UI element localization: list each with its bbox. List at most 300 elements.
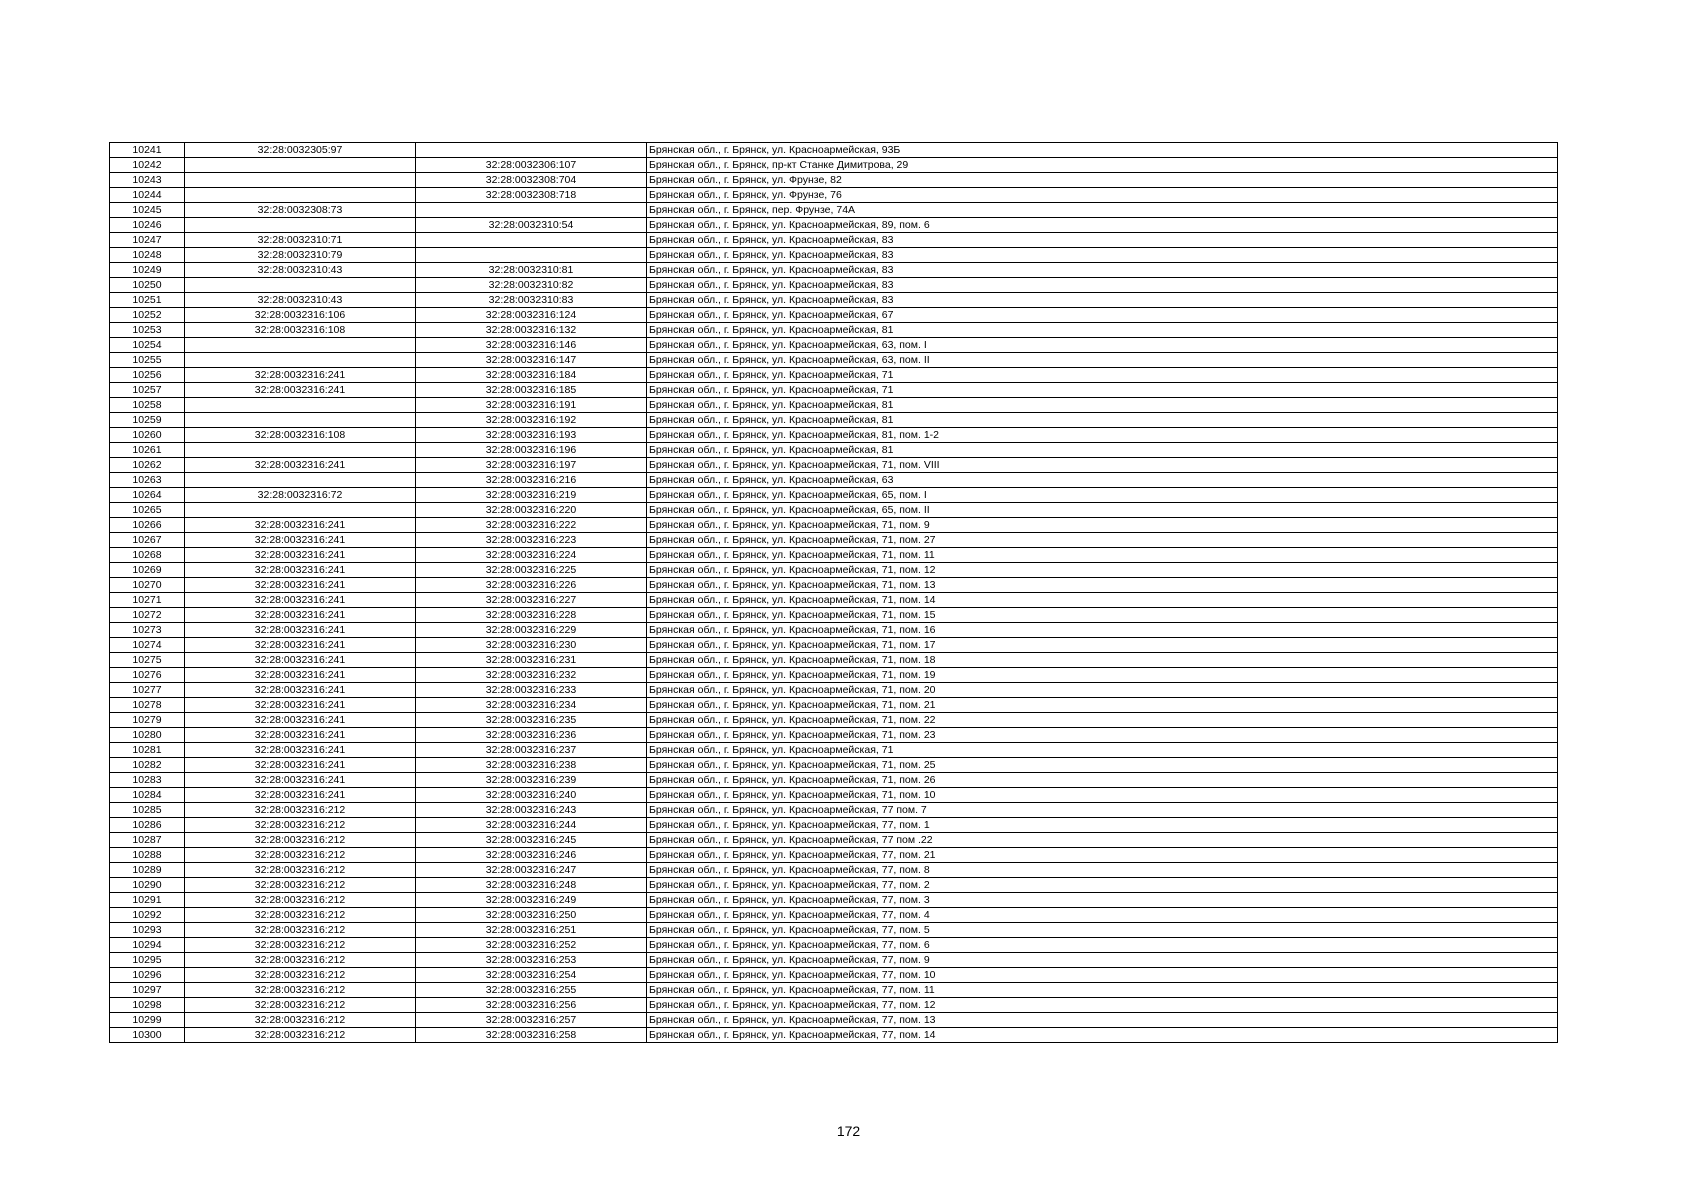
- parent-cadastral-number-cell: 32:28:0032316:241: [185, 608, 416, 623]
- row-number-cell: 10299: [110, 1013, 185, 1028]
- table-row: [110, 578, 1558, 593]
- table-row: [110, 233, 1558, 248]
- table-row: [110, 413, 1558, 428]
- row-number-cell: 10284: [110, 788, 185, 803]
- table-row: [110, 173, 1558, 188]
- parent-cadastral-number-cell: 32:28:0032316:212: [185, 1013, 416, 1028]
- address-cell: Брянская обл., г. Брянск, ул. Красноармейская, 65, пом. II: [647, 503, 1558, 518]
- address-cell: Брянская обл., г. Брянск, ул. Красноармейская, 71, пом. 23: [647, 728, 1558, 743]
- row-number-cell: 10255: [110, 353, 185, 368]
- cadastral-number-cell: 32:28:0032316:244: [416, 818, 647, 833]
- address-cell: Брянская обл., г. Брянск, ул. Красноармейская, 77 пом. 7: [647, 803, 1558, 818]
- address-cell: Брянская обл., г. Брянск, ул. Красноармейская, 71, пом. 25: [647, 758, 1558, 773]
- table-row: [110, 533, 1558, 548]
- cadastral-number-cell: 32:28:0032316:238: [416, 758, 647, 773]
- table-row: [110, 773, 1558, 788]
- address-cell: Брянская обл., г. Брянск, ул. Фрунзе, 76: [647, 188, 1558, 203]
- row-number-cell: 10288: [110, 848, 185, 863]
- cadastral-number-cell: 32:28:0032316:252: [416, 938, 647, 953]
- row-number-cell: 10296: [110, 968, 185, 983]
- parent-cadastral-number-cell: 32:28:0032316:241: [185, 713, 416, 728]
- row-number-cell: 10260: [110, 428, 185, 443]
- address-cell: Брянская обл., г. Брянск, ул. Красноармейская, 77 пом .22: [647, 833, 1558, 848]
- address-cell: Брянская обл., г. Брянск, ул. Красноармейская, 81: [647, 398, 1558, 413]
- parent-cadastral-number-cell: 32:28:0032316:212: [185, 938, 416, 953]
- address-cell: Брянская обл., г. Брянск, ул. Красноармейская, 83: [647, 233, 1558, 248]
- address-cell: Брянская обл., г. Брянск, ул. Красноармейская, 71, пом. 12: [647, 563, 1558, 578]
- address-cell: Брянская обл., г. Брянск, ул. Красноармейская, 71: [647, 368, 1558, 383]
- row-number-cell: 10297: [110, 983, 185, 998]
- parent-cadastral-number-cell: 32:28:0032310:43: [185, 263, 416, 278]
- parent-cadastral-number-cell: 32:28:0032316:241: [185, 533, 416, 548]
- parent-cadastral-number-cell: [185, 413, 416, 428]
- cadastral-number-cell: 32:28:0032310:54: [416, 218, 647, 233]
- cadastral-number-cell: 32:28:0032308:718: [416, 188, 647, 203]
- address-cell: Брянская обл., г. Брянск, ул. Красноармейская, 71, пом. 22: [647, 713, 1558, 728]
- row-number-cell: 10293: [110, 923, 185, 938]
- parent-cadastral-number-cell: [185, 443, 416, 458]
- parent-cadastral-number-cell: 32:28:0032316:241: [185, 563, 416, 578]
- address-cell: Брянская обл., г. Брянск, ул. Красноармейская, 77, пом. 13: [647, 1013, 1558, 1028]
- parent-cadastral-number-cell: 32:28:0032316:241: [185, 458, 416, 473]
- cadastral-number-cell: 32:28:0032308:704: [416, 173, 647, 188]
- table-row: [110, 938, 1558, 953]
- parent-cadastral-number-cell: 32:28:0032316:212: [185, 1028, 416, 1043]
- row-number-cell: 10252: [110, 308, 185, 323]
- cadastral-number-cell: [416, 248, 647, 263]
- row-number-cell: 10245: [110, 203, 185, 218]
- parent-cadastral-number-cell: 32:28:0032316:212: [185, 953, 416, 968]
- address-cell: Брянская обл., г. Брянск, ул. Красноармейская, 83: [647, 293, 1558, 308]
- table-row: [110, 818, 1558, 833]
- row-number-cell: 10257: [110, 383, 185, 398]
- row-number-cell: 10259: [110, 413, 185, 428]
- row-number-cell: 10279: [110, 713, 185, 728]
- parent-cadastral-number-cell: 32:28:0032316:108: [185, 323, 416, 338]
- row-number-cell: 10265: [110, 503, 185, 518]
- table-row: [110, 428, 1558, 443]
- table-row: [110, 1013, 1558, 1028]
- table-row: [110, 608, 1558, 623]
- row-number-cell: 10287: [110, 833, 185, 848]
- cadastral-number-cell: 32:28:0032316:220: [416, 503, 647, 518]
- address-cell: Брянская обл., г. Брянск, ул. Красноармейская, 63, пом. II: [647, 353, 1558, 368]
- address-cell: Брянская обл., г. Брянск, ул. Красноармейская, 93Б: [647, 143, 1558, 158]
- row-number-cell: 10243: [110, 173, 185, 188]
- cadastral-number-cell: 32:28:0032316:234: [416, 698, 647, 713]
- address-cell: Брянская обл., г. Брянск, ул. Красноармейская, 71, пом. 13: [647, 578, 1558, 593]
- address-cell: Брянская обл., г. Брянск, ул. Красноармейская, 77, пом. 10: [647, 968, 1558, 983]
- parent-cadastral-number-cell: 32:28:0032316:72: [185, 488, 416, 503]
- row-number-cell: 10270: [110, 578, 185, 593]
- parent-cadastral-number-cell: 32:28:0032305:97: [185, 143, 416, 158]
- address-cell: Брянская обл., г. Брянск, ул. Красноармейская, 67: [647, 308, 1558, 323]
- table-row: [110, 998, 1558, 1013]
- row-number-cell: 10276: [110, 668, 185, 683]
- table-row: [110, 893, 1558, 908]
- parent-cadastral-number-cell: 32:28:0032310:43: [185, 293, 416, 308]
- table-row: [110, 833, 1558, 848]
- address-cell: Брянская обл., г. Брянск, пр-кт Станке Димитрова, 29: [647, 158, 1558, 173]
- row-number-cell: 10268: [110, 548, 185, 563]
- table-row: [110, 683, 1558, 698]
- table-row: [110, 863, 1558, 878]
- address-cell: Брянская обл., г. Брянск, ул. Красноармейская, 71, пом. 10: [647, 788, 1558, 803]
- table-row: [110, 293, 1558, 308]
- table-row: [110, 728, 1558, 743]
- parent-cadastral-number-cell: [185, 173, 416, 188]
- row-number-cell: 10263: [110, 473, 185, 488]
- cadastral-number-cell: 32:28:0032316:147: [416, 353, 647, 368]
- table-row: [110, 338, 1558, 353]
- row-number-cell: 10272: [110, 608, 185, 623]
- parent-cadastral-number-cell: [185, 398, 416, 413]
- cadastral-number-cell: [416, 143, 647, 158]
- row-number-cell: 10253: [110, 323, 185, 338]
- cadastral-number-cell: [416, 203, 647, 218]
- parent-cadastral-number-cell: [185, 188, 416, 203]
- cadastral-number-cell: 32:28:0032316:185: [416, 383, 647, 398]
- parent-cadastral-number-cell: [185, 473, 416, 488]
- row-number-cell: 10298: [110, 998, 185, 1013]
- address-cell: Брянская обл., г. Брянск, ул. Красноармейская, 77, пом. 9: [647, 953, 1558, 968]
- parent-cadastral-number-cell: 32:28:0032316:241: [185, 578, 416, 593]
- cadastral-number-cell: 32:28:0032316:237: [416, 743, 647, 758]
- parent-cadastral-number-cell: 32:28:0032316:241: [185, 638, 416, 653]
- row-number-cell: 10241: [110, 143, 185, 158]
- table-row: [110, 443, 1558, 458]
- table-row: [110, 548, 1558, 563]
- address-cell: Брянская обл., г. Брянск, ул. Красноармейская, 71, пом. 27: [647, 533, 1558, 548]
- row-number-cell: 10262: [110, 458, 185, 473]
- table-row: [110, 203, 1558, 218]
- parent-cadastral-number-cell: 32:28:0032316:106: [185, 308, 416, 323]
- address-cell: Брянская обл., г. Брянск, ул. Красноармейская, 71, пом. 26: [647, 773, 1558, 788]
- cadastral-number-cell: 32:28:0032310:82: [416, 278, 647, 293]
- cadastral-number-cell: 32:28:0032316:196: [416, 443, 647, 458]
- row-number-cell: 10247: [110, 233, 185, 248]
- address-cell: Брянская обл., г. Брянск, ул. Красноармейская, 71, пом. VIII: [647, 458, 1558, 473]
- row-number-cell: 10292: [110, 908, 185, 923]
- cadastral-number-cell: 32:28:0032316:224: [416, 548, 647, 563]
- table-row: [110, 248, 1558, 263]
- cadastral-number-cell: 32:28:0032316:240: [416, 788, 647, 803]
- cadastral-number-cell: 32:28:0032316:192: [416, 413, 647, 428]
- table-row: [110, 563, 1558, 578]
- parent-cadastral-number-cell: 32:28:0032316:212: [185, 833, 416, 848]
- address-cell: Брянская обл., г. Брянск, ул. Красноармейская, 71, пом. 21: [647, 698, 1558, 713]
- cadastral-number-cell: 32:28:0032316:233: [416, 683, 647, 698]
- parent-cadastral-number-cell: 32:28:0032316:212: [185, 908, 416, 923]
- parent-cadastral-number-cell: 32:28:0032316:241: [185, 698, 416, 713]
- row-number-cell: 10282: [110, 758, 185, 773]
- cadastral-number-cell: 32:28:0032316:256: [416, 998, 647, 1013]
- cadastral-number-cell: 32:28:0032316:124: [416, 308, 647, 323]
- address-cell: Брянская обл., г. Брянск, ул. Красноармейская, 65, пом. I: [647, 488, 1558, 503]
- address-cell: Брянская обл., г. Брянск, ул. Красноармейская, 71: [647, 383, 1558, 398]
- row-number-cell: 10267: [110, 533, 185, 548]
- row-number-cell: 10242: [110, 158, 185, 173]
- row-number-cell: 10256: [110, 368, 185, 383]
- table-row: [110, 953, 1558, 968]
- row-number-cell: 10295: [110, 953, 185, 968]
- cadastral-number-cell: 32:28:0032316:227: [416, 593, 647, 608]
- address-cell: Брянская обл., г. Брянск, ул. Красноармейская, 77, пом. 6: [647, 938, 1558, 953]
- parent-cadastral-number-cell: 32:28:0032316:212: [185, 923, 416, 938]
- table-row: [110, 623, 1558, 638]
- cadastral-number-cell: 32:28:0032306:107: [416, 158, 647, 173]
- row-number-cell: 10280: [110, 728, 185, 743]
- table-row: [110, 638, 1558, 653]
- parent-cadastral-number-cell: [185, 218, 416, 233]
- parent-cadastral-number-cell: [185, 158, 416, 173]
- parent-cadastral-number-cell: 32:28:0032316:241: [185, 743, 416, 758]
- parent-cadastral-number-cell: 32:28:0032316:241: [185, 593, 416, 608]
- address-cell: Брянская обл., г. Брянск, ул. Красноармейская, 71, пом. 14: [647, 593, 1558, 608]
- registry-table-body: [110, 143, 1558, 1043]
- row-number-cell: 10277: [110, 683, 185, 698]
- parent-cadastral-number-cell: 32:28:0032316:241: [185, 653, 416, 668]
- address-cell: Брянская обл., г. Брянск, ул. Красноармейская, 77, пом. 8: [647, 863, 1558, 878]
- parent-cadastral-number-cell: [185, 503, 416, 518]
- cadastral-number-cell: 32:28:0032316:245: [416, 833, 647, 848]
- row-number-cell: 10251: [110, 293, 185, 308]
- parent-cadastral-number-cell: 32:28:0032316:212: [185, 848, 416, 863]
- parent-cadastral-number-cell: 32:28:0032316:241: [185, 518, 416, 533]
- table-row: [110, 158, 1558, 173]
- row-number-cell: 10266: [110, 518, 185, 533]
- cadastral-number-cell: 32:28:0032316:249: [416, 893, 647, 908]
- address-cell: Брянская обл., г. Брянск, ул. Красноармейская, 71, пом. 11: [647, 548, 1558, 563]
- address-cell: Брянская обл., г. Брянск, ул. Красноармейская, 77, пом. 2: [647, 878, 1558, 893]
- table-row: [110, 353, 1558, 368]
- address-cell: Брянская обл., г. Брянск, ул. Красноармейская, 77, пом. 21: [647, 848, 1558, 863]
- table-row: [110, 758, 1558, 773]
- cadastral-number-cell: 32:28:0032316:243: [416, 803, 647, 818]
- cadastral-number-cell: 32:28:0032316:247: [416, 863, 647, 878]
- address-cell: Брянская обл., г. Брянск, ул. Красноармейская, 77, пом. 5: [647, 923, 1558, 938]
- row-number-cell: 10283: [110, 773, 185, 788]
- table-row: [110, 983, 1558, 998]
- cadastral-number-cell: 32:28:0032316:216: [416, 473, 647, 488]
- cadastral-number-cell: 32:28:0032310:83: [416, 293, 647, 308]
- table-row: [110, 698, 1558, 713]
- table-row: [110, 308, 1558, 323]
- parent-cadastral-number-cell: 32:28:0032316:108: [185, 428, 416, 443]
- table-row: [110, 473, 1558, 488]
- parent-cadastral-number-cell: [185, 353, 416, 368]
- address-cell: Брянская обл., г. Брянск, ул. Красноармейская, 71, пом. 9: [647, 518, 1558, 533]
- row-number-cell: 10286: [110, 818, 185, 833]
- address-cell: Брянская обл., г. Брянск, ул. Фрунзе, 82: [647, 173, 1558, 188]
- table-row: [110, 398, 1558, 413]
- table-row: [110, 908, 1558, 923]
- cadastral-number-cell: [416, 233, 647, 248]
- cadastral-number-cell: 32:28:0032316:228: [416, 608, 647, 623]
- table-row: [110, 458, 1558, 473]
- row-number-cell: 10258: [110, 398, 185, 413]
- row-number-cell: 10285: [110, 803, 185, 818]
- address-cell: Брянская обл., г. Брянск, ул. Красноармейская, 71, пом. 19: [647, 668, 1558, 683]
- parent-cadastral-number-cell: 32:28:0032316:241: [185, 788, 416, 803]
- parent-cadastral-number-cell: 32:28:0032316:241: [185, 383, 416, 398]
- table-row: [110, 593, 1558, 608]
- address-cell: Брянская обл., г. Брянск, ул. Красноармейская, 81: [647, 443, 1558, 458]
- parent-cadastral-number-cell: 32:28:0032316:212: [185, 998, 416, 1013]
- address-cell: Брянская обл., г. Брянск, пер. Фрунзе, 74А: [647, 203, 1558, 218]
- cadastral-number-cell: 32:28:0032316:232: [416, 668, 647, 683]
- row-number-cell: 10274: [110, 638, 185, 653]
- cadastral-number-cell: 32:28:0032316:231: [416, 653, 647, 668]
- cadastral-number-cell: 32:28:0032316:235: [416, 713, 647, 728]
- cadastral-number-cell: 32:28:0032316:197: [416, 458, 647, 473]
- row-number-cell: 10271: [110, 593, 185, 608]
- table-row: [110, 713, 1558, 728]
- address-cell: Брянская обл., г. Брянск, ул. Красноармейская, 89, пом. 6: [647, 218, 1558, 233]
- address-cell: Брянская обл., г. Брянск, ул. Красноармейская, 77, пом. 4: [647, 908, 1558, 923]
- table-row: [110, 518, 1558, 533]
- row-number-cell: 10269: [110, 563, 185, 578]
- row-number-cell: 10273: [110, 623, 185, 638]
- row-number-cell: 10264: [110, 488, 185, 503]
- parent-cadastral-number-cell: [185, 338, 416, 353]
- table-row: [110, 488, 1558, 503]
- cadastral-number-cell: 32:28:0032316:251: [416, 923, 647, 938]
- address-cell: Брянская обл., г. Брянск, ул. Красноармейская, 77, пом. 3: [647, 893, 1558, 908]
- parent-cadastral-number-cell: 32:28:0032316:241: [185, 548, 416, 563]
- cadastral-number-cell: 32:28:0032310:81: [416, 263, 647, 278]
- table-row: [110, 323, 1558, 338]
- address-cell: Брянская обл., г. Брянск, ул. Красноармейская, 81: [647, 413, 1558, 428]
- row-number-cell: 10300: [110, 1028, 185, 1043]
- address-cell: Брянская обл., г. Брянск, ул. Красноармейская, 77, пом. 14: [647, 1028, 1558, 1043]
- cadastral-number-cell: 32:28:0032316:257: [416, 1013, 647, 1028]
- address-cell: Брянская обл., г. Брянск, ул. Красноармейская, 71, пом. 15: [647, 608, 1558, 623]
- row-number-cell: 10261: [110, 443, 185, 458]
- row-number-cell: 10290: [110, 878, 185, 893]
- address-cell: Брянская обл., г. Брянск, ул. Красноармейская, 81, пом. 1-2: [647, 428, 1558, 443]
- table-row: [110, 923, 1558, 938]
- cadastral-number-cell: 32:28:0032316:253: [416, 953, 647, 968]
- table-row: [110, 278, 1558, 293]
- address-cell: Брянская обл., г. Брянск, ул. Красноармейская, 71, пом. 20: [647, 683, 1558, 698]
- cadastral-number-cell: 32:28:0032316:191: [416, 398, 647, 413]
- row-number-cell: 10249: [110, 263, 185, 278]
- cadastral-number-cell: 32:28:0032316:193: [416, 428, 647, 443]
- parent-cadastral-number-cell: 32:28:0032316:212: [185, 983, 416, 998]
- address-cell: Брянская обл., г. Брянск, ул. Красноармейская, 83: [647, 278, 1558, 293]
- row-number-cell: 10289: [110, 863, 185, 878]
- parent-cadastral-number-cell: 32:28:0032310:71: [185, 233, 416, 248]
- table-row: [110, 218, 1558, 233]
- parent-cadastral-number-cell: 32:28:0032316:212: [185, 893, 416, 908]
- cadastral-number-cell: 32:28:0032316:226: [416, 578, 647, 593]
- row-number-cell: 10248: [110, 248, 185, 263]
- cadastral-number-cell: 32:28:0032316:229: [416, 623, 647, 638]
- row-number-cell: 10281: [110, 743, 185, 758]
- table-row: [110, 503, 1558, 518]
- cadastral-number-cell: 32:28:0032316:246: [416, 848, 647, 863]
- cadastral-number-cell: 32:28:0032316:230: [416, 638, 647, 653]
- parent-cadastral-number-cell: [185, 278, 416, 293]
- table-row: [110, 878, 1558, 893]
- parent-cadastral-number-cell: 32:28:0032316:241: [185, 758, 416, 773]
- address-cell: Брянская обл., г. Брянск, ул. Красноармейская, 77, пом. 12: [647, 998, 1558, 1013]
- cadastral-number-cell: 32:28:0032316:258: [416, 1028, 647, 1043]
- row-number-cell: 10278: [110, 698, 185, 713]
- row-number-cell: 10250: [110, 278, 185, 293]
- parent-cadastral-number-cell: 32:28:0032316:241: [185, 623, 416, 638]
- parent-cadastral-number-cell: 32:28:0032316:212: [185, 863, 416, 878]
- table-row: [110, 968, 1558, 983]
- table-row: [110, 653, 1558, 668]
- address-cell: Брянская обл., г. Брянск, ул. Красноармейская, 71, пом. 18: [647, 653, 1558, 668]
- cadastral-number-cell: 32:28:0032316:250: [416, 908, 647, 923]
- table-row: [110, 143, 1558, 158]
- cadastral-number-cell: 32:28:0032316:146: [416, 338, 647, 353]
- table-row: [110, 1028, 1558, 1043]
- address-cell: Брянская обл., г. Брянск, ул. Красноармейская, 71, пом. 17: [647, 638, 1558, 653]
- table-row: [110, 743, 1558, 758]
- parent-cadastral-number-cell: 32:28:0032316:212: [185, 878, 416, 893]
- row-number-cell: 10294: [110, 938, 185, 953]
- address-cell: Брянская обл., г. Брянск, ул. Красноармейская, 77, пом. 1: [647, 818, 1558, 833]
- parent-cadastral-number-cell: 32:28:0032316:241: [185, 728, 416, 743]
- address-cell: Брянская обл., г. Брянск, ул. Красноармейская, 63: [647, 473, 1558, 488]
- table-row: [110, 848, 1558, 863]
- row-number-cell: 10246: [110, 218, 185, 233]
- parent-cadastral-number-cell: 32:28:0032316:241: [185, 668, 416, 683]
- cadastral-number-cell: 32:28:0032316:132: [416, 323, 647, 338]
- row-number-cell: 10291: [110, 893, 185, 908]
- cadastral-number-cell: 32:28:0032316:239: [416, 773, 647, 788]
- table-row: [110, 263, 1558, 278]
- parent-cadastral-number-cell: 32:28:0032308:73: [185, 203, 416, 218]
- cadastral-number-cell: 32:28:0032316:225: [416, 563, 647, 578]
- cadastral-number-cell: 32:28:0032316:184: [416, 368, 647, 383]
- table-row: [110, 788, 1558, 803]
- table-row: [110, 668, 1558, 683]
- parent-cadastral-number-cell: 32:28:0032316:241: [185, 683, 416, 698]
- table-row: [110, 803, 1558, 818]
- cadastral-number-cell: 32:28:0032316:222: [416, 518, 647, 533]
- parent-cadastral-number-cell: 32:28:0032316:241: [185, 773, 416, 788]
- page-number: 172: [836, 1123, 861, 1139]
- parent-cadastral-number-cell: 32:28:0032316:212: [185, 968, 416, 983]
- cadastral-number-cell: 32:28:0032316:219: [416, 488, 647, 503]
- address-cell: Брянская обл., г. Брянск, ул. Красноармейская, 83: [647, 248, 1558, 263]
- address-cell: Брянская обл., г. Брянск, ул. Красноармейская, 63, пом. I: [647, 338, 1558, 353]
- address-cell: Брянская обл., г. Брянск, ул. Красноармейская, 71, пом. 16: [647, 623, 1558, 638]
- table-row: [110, 188, 1558, 203]
- cadastral-number-cell: 32:28:0032316:248: [416, 878, 647, 893]
- address-cell: Брянская обл., г. Брянск, ул. Красноармейская, 81: [647, 323, 1558, 338]
- cadastral-number-cell: 32:28:0032316:223: [416, 533, 647, 548]
- address-cell: Брянская обл., г. Брянск, ул. Красноармейская, 71: [647, 743, 1558, 758]
- address-cell: Брянская обл., г. Брянск, ул. Красноармейская, 77, пом. 11: [647, 983, 1558, 998]
- address-cell: Брянская обл., г. Брянск, ул. Красноармейская, 83: [647, 263, 1558, 278]
- row-number-cell: 10244: [110, 188, 185, 203]
- parent-cadastral-number-cell: 32:28:0032310:79: [185, 248, 416, 263]
- row-number-cell: 10254: [110, 338, 185, 353]
- parent-cadastral-number-cell: 32:28:0032316:241: [185, 368, 416, 383]
- cadastral-number-cell: 32:28:0032316:255: [416, 983, 647, 998]
- table-row: [110, 383, 1558, 398]
- cadastral-number-cell: 32:28:0032316:236: [416, 728, 647, 743]
- table-row: [110, 368, 1558, 383]
- parent-cadastral-number-cell: 32:28:0032316:212: [185, 803, 416, 818]
- parent-cadastral-number-cell: 32:28:0032316:212: [185, 818, 416, 833]
